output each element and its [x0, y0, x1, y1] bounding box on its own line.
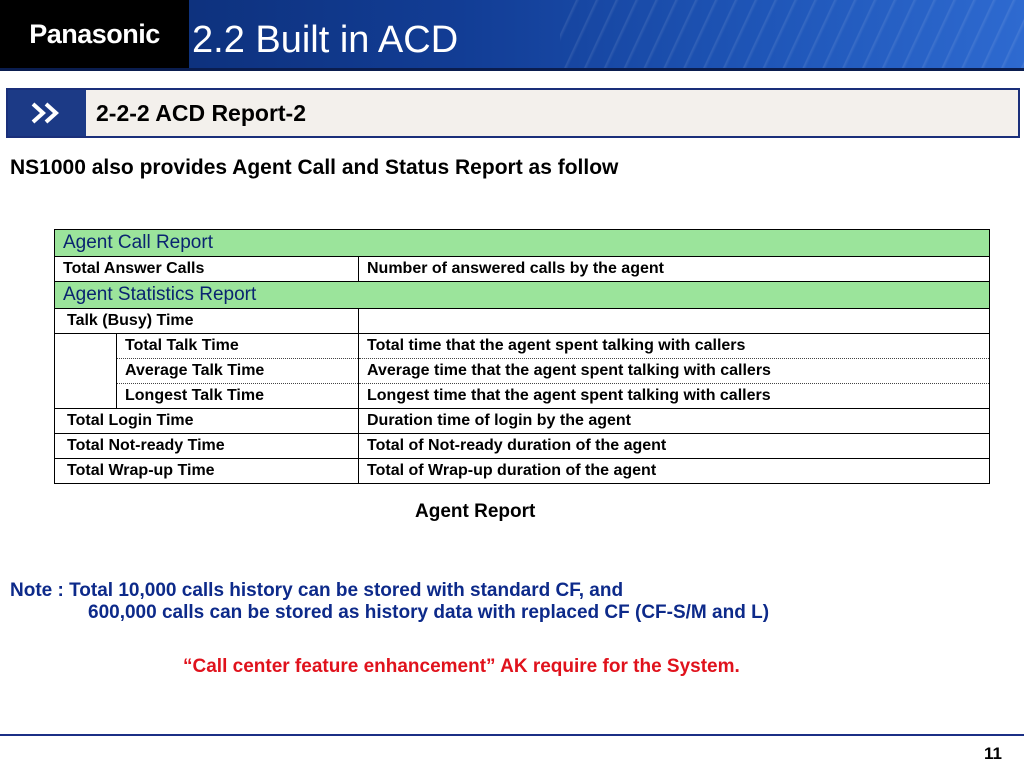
header-divider: [0, 68, 1024, 71]
header-decoration: [560, 0, 1024, 68]
row-description: Average time that the agent spent talking with callers: [359, 359, 990, 384]
row-label: Longest Talk Time: [117, 384, 359, 409]
row-label: Total Answer Calls: [55, 257, 359, 282]
table-row: [55, 384, 990, 409]
note-line-2: 600,000 calls can be stored as history data with replaced CF (CF-S/M and L): [88, 602, 770, 623]
table-caption: Agent Report: [415, 501, 536, 522]
agent-statistics-report-header: Agent Statistics Report: [55, 282, 990, 309]
table-row: [55, 434, 990, 459]
table-row: [55, 459, 990, 484]
row-description: Longest time that the agent spent talking with callers: [359, 384, 990, 409]
row-description: [359, 309, 990, 334]
table-group-header: [55, 230, 990, 257]
header-band: [0, 0, 1024, 68]
row-description: Total time that the agent spent talking with callers: [359, 334, 990, 359]
row-label: Total Wrap-up Time: [55, 459, 359, 484]
row-description: Number of answered calls by the agent: [359, 257, 990, 282]
row-description: Duration time of login by the agent: [359, 409, 990, 434]
row-label: Talk (Busy) Time: [55, 309, 359, 334]
indent-cell: [55, 334, 117, 409]
table-row: [55, 409, 990, 434]
agent-call-report-header: Agent Call Report: [55, 230, 990, 257]
row-description: Total of Not-ready duration of the agent: [359, 434, 990, 459]
row-label: Total Login Time: [55, 409, 359, 434]
double-chevron-right-icon: [8, 90, 86, 136]
table-group-header: [55, 282, 990, 309]
table-row: [55, 257, 990, 282]
table-row: [55, 334, 990, 359]
brand-logo-text: Panasonic: [29, 18, 160, 49]
storage-note: [10, 580, 769, 624]
agent-report-table: [54, 229, 990, 484]
table-row: [55, 309, 990, 334]
requirement-notice: “Call center feature enhancement” AK require for the System.: [183, 656, 740, 677]
row-label: Total Not-ready Time: [55, 434, 359, 459]
row-label: Average Talk Time: [117, 359, 359, 384]
page-number: 11: [984, 744, 1002, 763]
table-row: [55, 359, 990, 384]
double-chevron-right-icon-svg: [30, 102, 64, 124]
section-title: 2-2-2 ACD Report-2: [96, 100, 307, 126]
section-bar: [6, 88, 1020, 138]
row-description: Total of Wrap-up duration of the agent: [359, 459, 990, 484]
intro-text: NS1000 also provides Agent Call and Status Report as follow: [10, 156, 619, 179]
slide-title: 2.2 Built in ACD: [192, 19, 459, 61]
note-line-1: Note : Total 10,000 calls history can be stored with standard CF, and: [10, 580, 624, 601]
row-label: Total Talk Time: [117, 334, 359, 359]
footer-divider: [0, 734, 1024, 736]
brand-logo: [0, 0, 189, 68]
